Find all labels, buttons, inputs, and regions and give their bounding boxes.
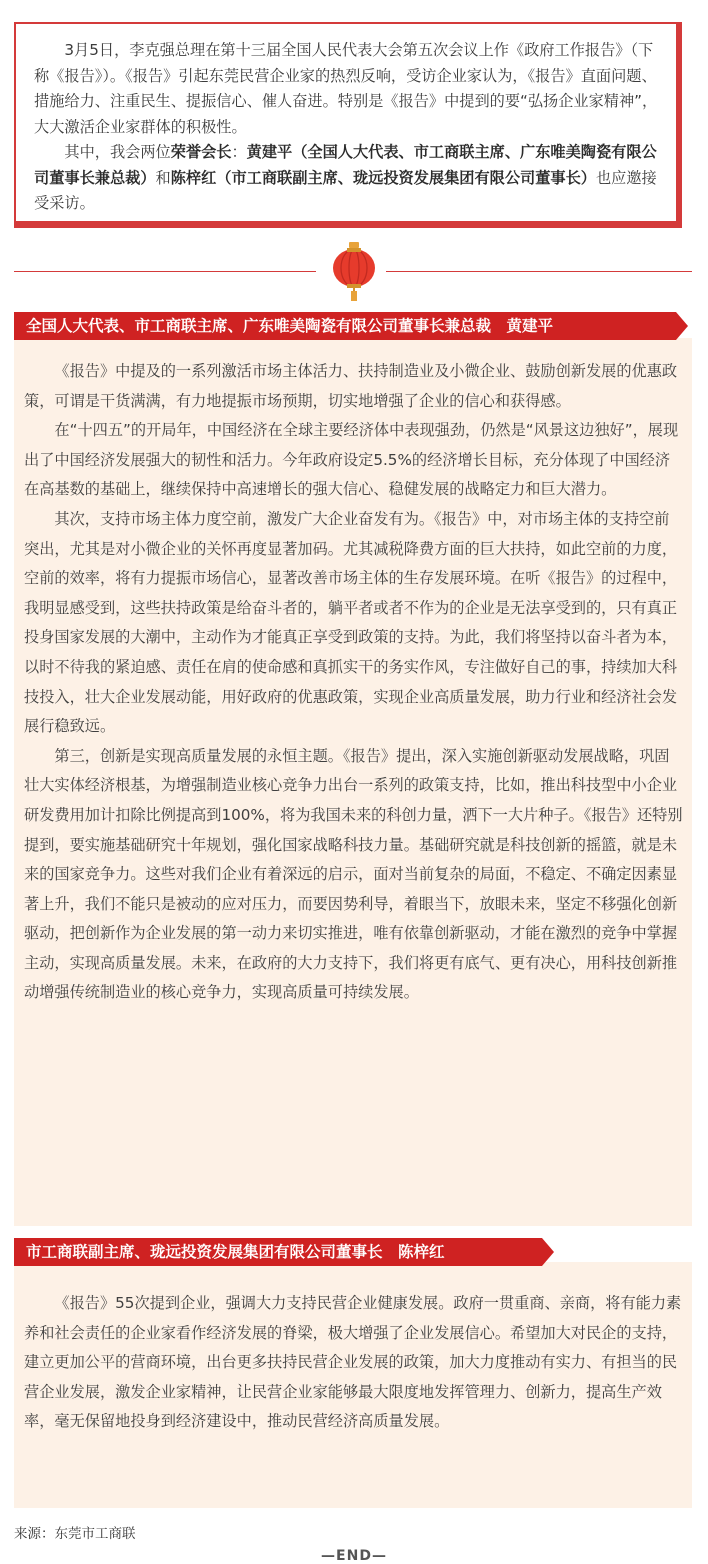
- section-1-paragraph-1: 《报告》中提及的一系列激活市场主体活力、扶持制造业及小微企业、鼓励创新发展的优惠政策，可谓是干货满满，有力地提振市场预期，切实地增强了企业的信心和获得感。: [24, 362, 678, 410]
- intro-p2-b: 荣誉会长: [170, 143, 232, 161]
- divider-line-left: [14, 271, 316, 272]
- intro-box: [14, 22, 682, 228]
- section-1-title-cap: [676, 312, 688, 340]
- source-line: 来源：东莞市工商联: [14, 1526, 136, 1542]
- section-1-paragraph-3: 其次，支持市场主体力度空前，激发广大企业奋发有为。《报告》中，对市场主体的支持空前突出，尤其是对小微企业的关怀再度显著加码。尤其减税降费方面的巨大扶持，如此空前的力度，空前的效率，将有力提振市场信心，显著改善市场主体的生存发展环境。在听《报告》的过程中，我明显感受到，这些扶持政策是给奋斗者的，躺平者或者不作为的企业是无法享受到的，只有真正投身国家发展的大潮中，主动作为才能真正享受到政策的支持。为此，我们将坚持以奋斗者为本，以时不待我的紧迫感、责任在肩的使命感和真抓实干的务实作风，专注做好自己的事，持续加大科技投入，壮大企业发展动能，用好政府的优惠政策，实现企业高质量发展，助力行业和经济社会发展行稳致远。: [24, 509, 678, 736]
- divider-line-right: [386, 271, 692, 272]
- end-marker: —END—: [321, 1548, 387, 1564]
- intro-p2-a: 其中，我会两位: [64, 143, 171, 161]
- section-1-paragraph-2: 在“十四五”的开局年，中国经济在全球主要经济体中表现强劲，仍然是“风景这边独好”，展现出了中国经济发展强大的韧性和活力。今年政府设定5.5%的经济增长目标，充分体现了中国经济在高基数的基础上，继续保持中高速增长的强大信心、稳健发展的战略定力和巨大潜力。: [24, 421, 679, 499]
- intro-paragraph-1: 3月5日，李克强总理在第十三届全国人民代表大会第五次会议上作《政府工作报告》（下称《报告》）。《报告》引起东莞民营企业家的热烈反响，受访企业家认为，《报告》直面问题、措施给力、注重民生、提振信心、催人奋进。特别是《报告》中提到的要“弘扬企业家精神”，大大激活企业家群体的积极性。: [34, 41, 658, 136]
- intro-p2-f: 陈梓红（市工商联副主席、珑远投资发展集团有限公司董事长）: [170, 168, 596, 187]
- section-2-title-cap: [542, 1238, 554, 1266]
- section-1-title-text: 全国人大代表、市工商联主席、广东唯美陶瓷有限公司董事长兼总裁 黄建平: [26, 317, 554, 335]
- intro-paragraph-2: [34, 140, 660, 217]
- lantern-divider: [14, 240, 692, 302]
- intro-p2-c: ：: [231, 143, 247, 161]
- intro-p2-d: 黄建平（全国人大代表、市工商联主席、广东唯美陶瓷有限公司董事长兼总裁）: [34, 143, 657, 187]
- section-2-body: [24, 1289, 684, 1437]
- section-1-title: [14, 312, 676, 340]
- intro-p2-e: 和: [155, 168, 171, 187]
- section-2-title: [14, 1238, 542, 1266]
- intro-p2-g: 也应邀接受采访。: [34, 168, 657, 212]
- section-1-body: [24, 357, 684, 1008]
- section-1-paragraph-4: 第三，创新是实现高质量发展的永恒主题。《报告》提出，深入实施创新驱动发展战略，巩固壮大实体经济根基，为增强制造业核心竞争力出台一系列的政策支持，比如，推出科技型中小企业研发费用加计扣除比例提高到100%，将为我国未来的科创力量，洒下一大片种子。《报告》还特别提到，要实施基础研究十年规划，强化国家战略科技力量。基础研究就是科技创新的摇篮，就是未来的国家竞争力。这些对我们企业有着深远的启示，面对当前复杂的局面，不稳定、不确定因素显著上升，我们不能只是被动的应对压力，而要因势利导，着眼当下，放眼未来，坚定不移强化创新驱动，把创新作为企业发展的第一动力来切实推进，唯有依靠创新驱动，才能在激烈的竞争中掌握主动，实现高质量发展。未来，在政府的大力支持下，我们将更有底气、更有决心，用科技创新推动增强传统制造业的核心竞争力，实现高质量可持续发展。: [24, 746, 683, 1002]
- section-2-title-text: 市工商联副主席、珑远投资发展集团有限公司董事长 陈梓红: [26, 1243, 445, 1261]
- section-2-paragraph-1: 《报告》55次提到企业，强调大力支持民营企业健康发展。政府一贯重商、亲商，将有能力素养和社会责任的企业家看作经济发展的脊梁，极大增强了企业发展信心。希望加大对民企的支持，建立更加公平的营商环境，出台更多扶持民营企业发展的政策，加大力度推动有实力、有担当的民营企业发展，激发企业家精神，让民营企业家能够最大限度地发挥管理力、创新力，提高生产效率，毫无保留地投身到经济建设中，推动民营经济高质量发展。: [24, 1294, 682, 1431]
- lantern-icon: [330, 240, 378, 302]
